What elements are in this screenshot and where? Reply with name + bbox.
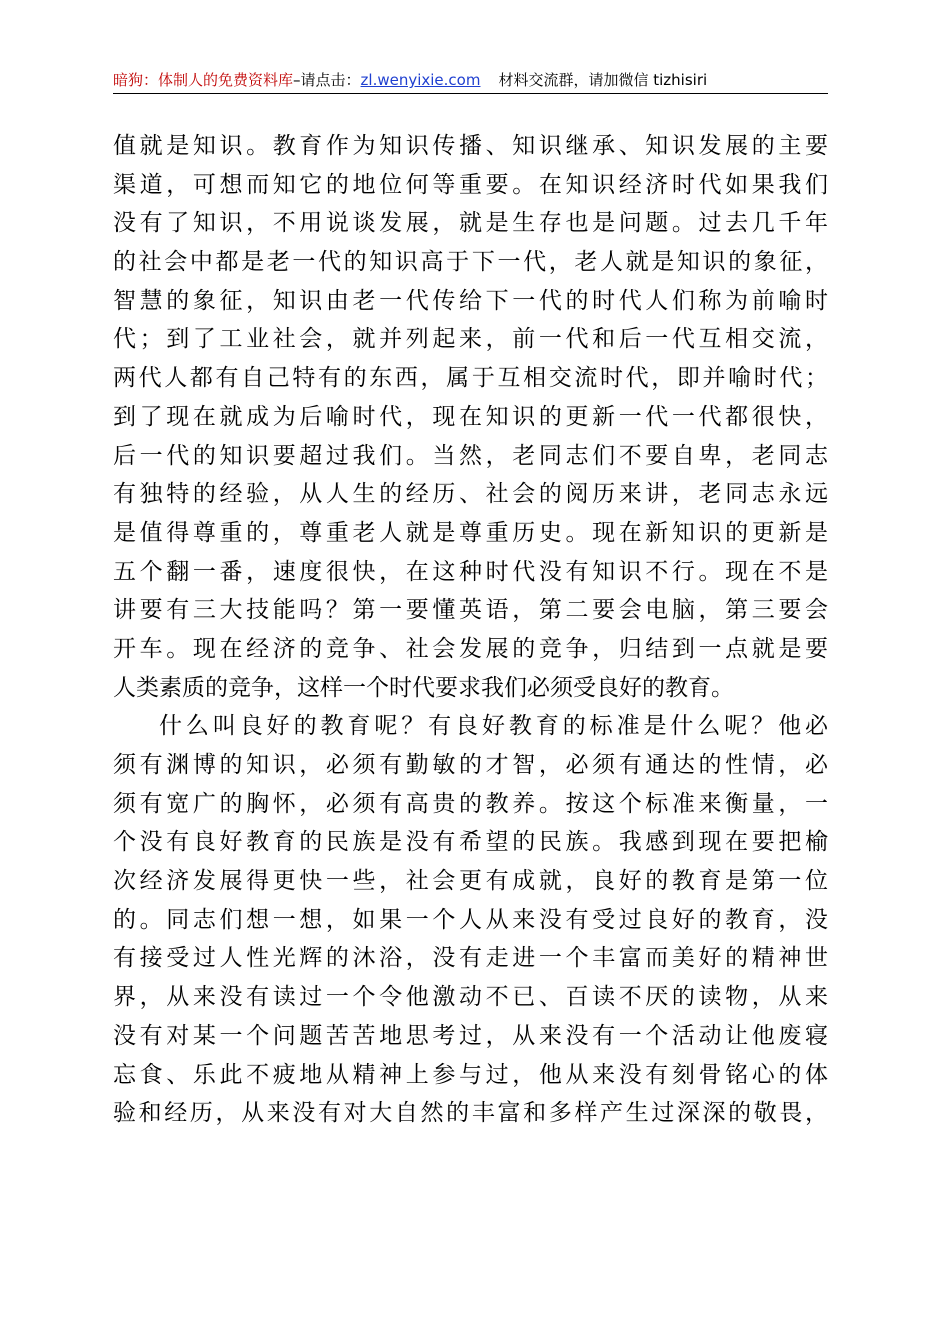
text-line: 讲要有三大技能吗？第一要懂英语，第二要会电脑，第三要会 (113, 597, 828, 624)
header-brand: 暗狗：体制人的免费资料库 (113, 71, 294, 89)
header-group-note: 材料交流群，请加微信 tizhisiri (498, 71, 708, 89)
text-line: 开车。现在经济的竞争、社会发展的竞争，归结到一点就是要 (113, 635, 828, 662)
text-line: 有独特的经验，从人生的经历、社会的阅历来讲，老同志永远 (113, 481, 828, 508)
text-line: 渠道，可想而知它的地位何等重要。在知识经济时代如果我们 (113, 171, 828, 198)
text-line: 没有了知识，不用说谈发展，就是生存也是问题。过去几千年 (113, 210, 828, 237)
text-line: 代；到了工业社会，就并列起来，前一代和后一代互相交流， (113, 326, 828, 353)
page-header (113, 68, 828, 92)
header-click-prompt: –请点击： (293, 71, 361, 89)
text-line: 后一代的知识要超过我们。当然，老同志们不要自卑，老同志 (113, 442, 828, 469)
text-line: 到了现在就成为后喻时代，现在知识的更新一代一代都很快， (113, 403, 828, 430)
text-line: 人类素质的竞争，这样一个时代要求我们必须受良好的教育。 (113, 674, 734, 701)
text-line: 的。同志们想一想，如果一个人从来没有受过良好的教育，没 (113, 906, 828, 933)
text-line: 忘食、乐此不疲地从精神上参与过，他从来没有刻骨铭心的体 (113, 1061, 828, 1088)
text-line: 是值得尊重的，尊重老人就是尊重历史。现在新知识的更新是 (113, 519, 828, 546)
text-line: 智慧的象征，知识由老一代传给下一代的时代人们称为前喻时 (113, 287, 828, 314)
body-text (113, 127, 828, 1133)
text-line: 个没有良好教育的民族是没有希望的民族。我感到现在要把榆 (113, 829, 828, 856)
text-line: 两代人都有自己特有的东西，属于互相交流时代，即并喻时代； (113, 365, 828, 392)
text-line: 须有渊博的知识，必须有勤敏的才智，必须有通达的性情，必 (113, 752, 828, 778)
header-divider (113, 93, 828, 94)
text-line: 五个翻一番，速度很快，在这种时代没有知识不行。现在不是 (113, 558, 828, 585)
text-line: 值就是知识。教育作为知识传播、知识继承、知识发展的主要 (113, 133, 828, 159)
text-line: 验和经历，从来没有对大自然的丰富和多样产生过深深的敬畏， (113, 1100, 828, 1127)
text-line: 须有宽广的胸怀，必须有高贵的教养。按这个标准来衡量，一 (113, 790, 828, 817)
text-line: 有接受过人性光辉的沐浴，没有走进一个丰富而美好的精神世 (113, 945, 828, 972)
header-link[interactable]: zl.wenyixie.com (360, 71, 481, 89)
paragraph (113, 127, 828, 707)
text-line: 没有对某一个问题苦苦地思考过，从来没有一个活动让他废寝 (113, 1022, 828, 1049)
text-line: 次经济发展得更快一些，社会更有成就，良好的教育是第一位 (113, 868, 828, 895)
paragraph (113, 707, 828, 1133)
text-line: 什么叫良好的教育呢？有良好教育的标准是什么呢？他必 (159, 713, 828, 740)
text-line: 的社会中都是老一代的知识高于下一代，老人就是知识的象征， (113, 249, 828, 276)
text-line: 界，从来没有读过一个令他激动不已、百读不厌的读物，从来 (113, 984, 828, 1011)
